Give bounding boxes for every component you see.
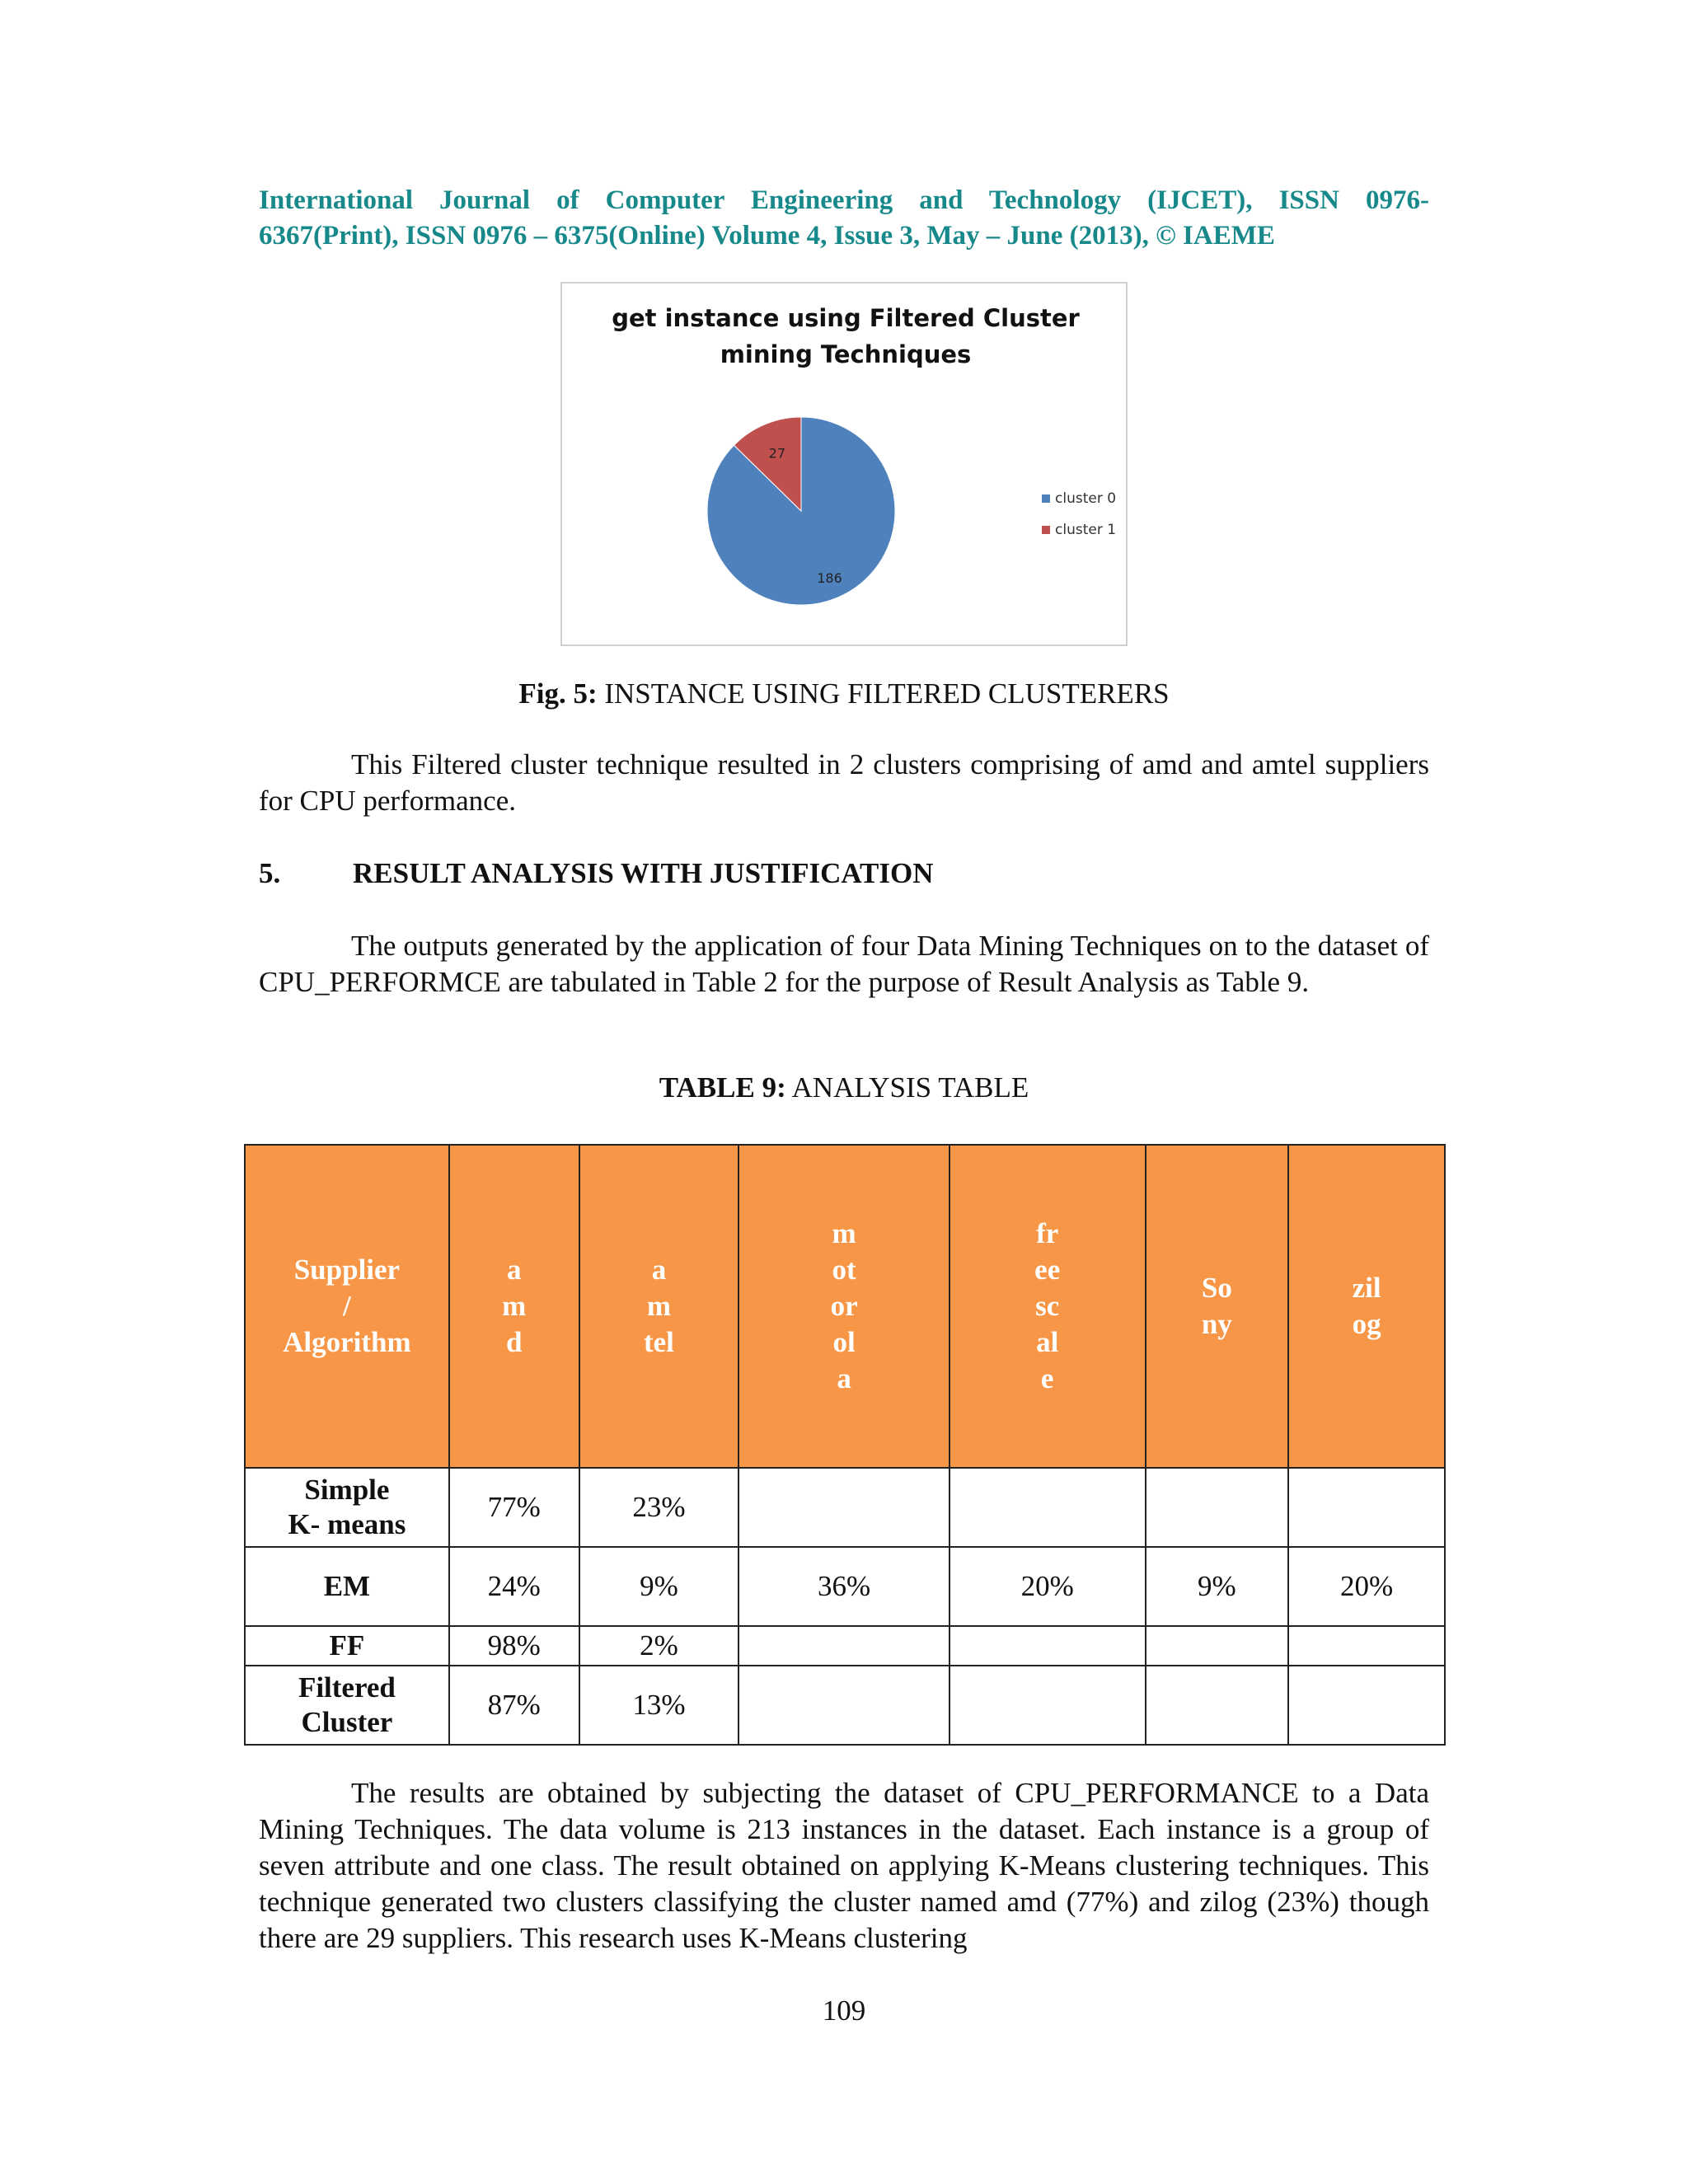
table-cell: 13% xyxy=(579,1666,739,1745)
table-cell: 20% xyxy=(1288,1547,1445,1626)
table-row xyxy=(245,1626,1445,1666)
row-label-em: EM xyxy=(245,1547,449,1626)
pie-data-label-cluster-0: 186 xyxy=(817,569,842,586)
pie-chart xyxy=(560,282,1128,646)
figure-caption-label: Fig. 5: xyxy=(518,677,598,710)
journal-header-line2: 6367(Print), ISSN 0976 – 6375(Online) Volume 4, Issue 3, May – June (2013), © IAEME xyxy=(259,221,1275,251)
table-corner-header xyxy=(245,1145,449,1468)
pie-data-label-cluster-1: 27 xyxy=(768,445,786,462)
page-number: 109 xyxy=(822,1994,866,2027)
table-cell xyxy=(1146,1626,1289,1666)
table-row xyxy=(245,1666,1445,1745)
chart-legend xyxy=(1042,483,1116,546)
table-header-row xyxy=(245,1145,1445,1468)
table-cell xyxy=(1288,1666,1445,1745)
column-header-sony-text: Sony xyxy=(1201,1272,1232,1340)
section-title: RESULT ANALYSIS WITH JUSTIFICATION xyxy=(353,857,934,889)
table-cell xyxy=(950,1468,1146,1547)
table-cell: 36% xyxy=(738,1547,950,1626)
table-row xyxy=(245,1547,1445,1626)
row-label-line2: Cluster xyxy=(301,1706,393,1738)
row-label-ff: FF xyxy=(245,1626,449,1666)
chart-title-line1: get instance using Filtered Cluster xyxy=(612,304,1080,332)
section-heading xyxy=(259,857,934,890)
column-header-amd-text: amd xyxy=(502,1254,527,1358)
corner-line3: Algorithm xyxy=(283,1326,411,1358)
table-caption xyxy=(0,1071,1688,1104)
table-cell: 87% xyxy=(449,1666,579,1745)
table-cell xyxy=(950,1666,1146,1745)
table-cell: 77% xyxy=(449,1468,579,1547)
legend-swatch-cluster-0 xyxy=(1042,494,1050,503)
table-cell xyxy=(950,1626,1146,1666)
journal-header-line1: International Journal of Computer Engineering and Technology (IJCET), ISSN 0976- xyxy=(259,185,1429,215)
corner-line1: Supplier xyxy=(293,1254,401,1286)
paragraph-filtered-cluster-text: This Filtered cluster technique resulted in 2 clusters comprising of amd and amtel suppliers for CPU performance. xyxy=(259,748,1429,817)
table-cell xyxy=(1288,1626,1445,1666)
legend-item-cluster-1 xyxy=(1042,514,1116,546)
table-cell: 9% xyxy=(1146,1547,1289,1626)
legend-label-cluster-0: cluster 0 xyxy=(1055,490,1117,507)
journal-header xyxy=(259,183,1429,254)
table-cell: 20% xyxy=(950,1547,1146,1626)
row-label-line1: Simple xyxy=(304,1474,390,1506)
table-cell: 9% xyxy=(579,1547,739,1626)
table-cell: 24% xyxy=(449,1547,579,1626)
column-header-zilog-text: zilog xyxy=(1352,1272,1381,1340)
paragraph-outputs-text: The outputs generated by the application of four Data Mining Techniques on to the dataset of CPU_PERFORMCE are tabulated in Table 2 for the purpose of Result Analysis as Table 9. xyxy=(259,930,1429,998)
row-label-simple-kmeans xyxy=(245,1468,449,1547)
row-label-filtered-cluster xyxy=(245,1666,449,1745)
column-header-freescale xyxy=(950,1145,1146,1468)
row-label-line2: K- means xyxy=(288,1508,406,1540)
table-cell: 98% xyxy=(449,1626,579,1666)
column-header-freescale-text: freescale xyxy=(1034,1217,1061,1394)
legend-item-cluster-0 xyxy=(1042,483,1116,514)
table-cell xyxy=(1146,1666,1289,1745)
table-cell xyxy=(1146,1468,1289,1547)
column-header-amd xyxy=(449,1145,579,1468)
paragraph-filtered-cluster xyxy=(259,747,1429,819)
table-cell: 2% xyxy=(579,1626,739,1666)
column-header-zilog xyxy=(1288,1145,1445,1468)
table-cell xyxy=(1288,1468,1445,1547)
legend-label-cluster-1: cluster 1 xyxy=(1055,522,1117,538)
figure-caption xyxy=(0,677,1688,710)
table-cell: 23% xyxy=(579,1468,739,1547)
corner-line2: / xyxy=(343,1290,351,1322)
column-header-motorola-text: motorola xyxy=(830,1217,858,1394)
section-number: 5. xyxy=(259,857,281,889)
column-header-sony xyxy=(1146,1145,1289,1468)
table-cell xyxy=(738,1666,950,1745)
column-header-amtel xyxy=(579,1145,739,1468)
column-header-amtel-text: amtel xyxy=(643,1254,674,1358)
figure-caption-text: INSTANCE USING FILTERED CLUSTERERS xyxy=(604,677,1170,710)
table-caption-text: ANALYSIS TABLE xyxy=(791,1071,1029,1104)
column-header-motorola xyxy=(738,1145,950,1468)
table-caption-label: TABLE 9: xyxy=(659,1071,786,1104)
pie-svg xyxy=(562,284,1129,648)
analysis-table xyxy=(244,1144,1446,1746)
legend-swatch-cluster-1 xyxy=(1042,526,1050,534)
paragraph-results xyxy=(259,1775,1429,1957)
row-label-line1: Filtered xyxy=(298,1671,396,1704)
paragraph-outputs xyxy=(259,928,1429,1001)
table-cell xyxy=(738,1626,950,1666)
paragraph-results-text: The results are obtained by subjecting the dataset of CPU_PERFORMANCE to a Data Mining Techniques. The data volume is 213 instances in the dataset. Each instance is a group of seven attribute and one class. The result obtained on applying K-Means clustering techniques. This technique generated two clusters classifying the cluster named amd (77%) and zilog (23%) though there are 29 suppliers. This research uses K-Means clustering xyxy=(259,1777,1429,1954)
chart-title-line2: mining Techniques xyxy=(720,340,972,368)
table-row xyxy=(245,1468,1445,1547)
table-cell xyxy=(738,1468,950,1547)
